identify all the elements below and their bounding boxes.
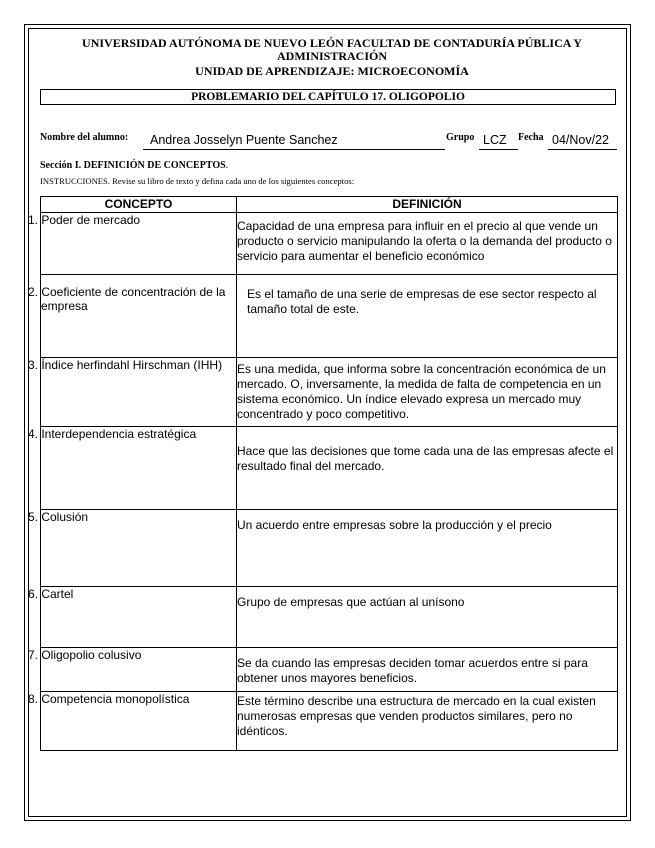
chapter-title: PROBLEMARIO DEL CAPÍTULO 17. OLIGOPOLIO [40, 89, 616, 105]
faculty-title: ADMINISTRACIÓN [276, 49, 387, 63]
table-row [41, 427, 618, 510]
table-row [41, 587, 618, 648]
name-field[interactable]: Andrea Josselyn Puente Sanchez [143, 135, 445, 150]
definition-cell[interactable]: Hace que las decisiones que tome cada una de las empresas afecte el resultado final del mercado. [237, 427, 618, 510]
table-row [41, 213, 618, 275]
concept-cell: 2. Coeficiente de concentración de la empresa [41, 275, 237, 358]
university-title: UNIVERSIDAD AUTÓNOMA DE NUEVO LEÓN FACULTAD DE CONTADURÍA PÚBLICA Y [82, 36, 582, 50]
column-header-concept: CONCEPTO [41, 197, 237, 213]
table-row [41, 510, 618, 587]
concept-cell: 5. Colusión [41, 510, 237, 587]
course-title: UNIDAD DE APRENDIZAJE: MICROECONOMÍA [195, 64, 469, 78]
column-header-definition: DEFINICIÓN [237, 197, 618, 213]
definition-cell[interactable]: Es el tamaño de una serie de empresas de ese sector respecto al tamaño total de este. [237, 275, 618, 358]
concept-cell: 8. Competencia monopolística [41, 692, 237, 751]
definition-cell[interactable]: Grupo de empresas que actúan al unísono [237, 587, 618, 648]
group-label: Grupo [446, 132, 475, 143]
table-header-row [41, 197, 618, 213]
concepts-table [28, 196, 618, 751]
definition-cell[interactable]: Este término describe una estructura de mercado en la cual existen numerosas empresas que venden productos similares, pero no idénticos. [237, 692, 618, 751]
group-field[interactable]: LCZ [479, 135, 518, 150]
definition-cell[interactable]: Capacidad de una empresa para influir en el precio al que vende un producto o servicio manipulando la oferta o la demanda del producto o servicio para aumentar el beneficio económico [237, 213, 618, 275]
concept-cell: 6. Cartel [41, 587, 237, 648]
concept-cell: 4. Interdependencia estratégica [41, 427, 237, 510]
concept-cell: 1. Poder de mercado [41, 213, 237, 275]
date-field[interactable]: 04/Nov/22 [548, 135, 617, 150]
definition-cell[interactable]: Un acuerdo entre empresas sobre la producción y el precio [237, 510, 618, 587]
table-row [41, 358, 618, 427]
table-row [41, 692, 618, 751]
table-row [41, 648, 618, 692]
definition-cell[interactable]: Es una medida, que informa sobre la concentración económica de un mercado. O, inversamente, la medida de falta de competencia en un sistema económico. Un índice elevado expresa un mercado muy concentrado y poco competitivo. [237, 358, 618, 427]
date-label: Fecha [518, 132, 544, 143]
concept-cell: 7. Oligopolio colusivo [41, 648, 237, 692]
definition-cell[interactable]: Se da cuando las empresas deciden tomar acuerdos entre si para obtener unos mayores beneficios. [237, 648, 618, 692]
section-title: Sección I. DEFINICIÓN DE CONCEPTOS. [40, 160, 229, 171]
instructions: INSTRUCCIONES. Revise su libro de texto y defina cada uno de los siguientes conceptos: [40, 176, 355, 186]
concept-cell: 3. Índice herfindahl Hirschman (IHH) [41, 358, 237, 427]
table-row [41, 275, 618, 358]
name-label: Nombre del alumno: [40, 132, 129, 143]
